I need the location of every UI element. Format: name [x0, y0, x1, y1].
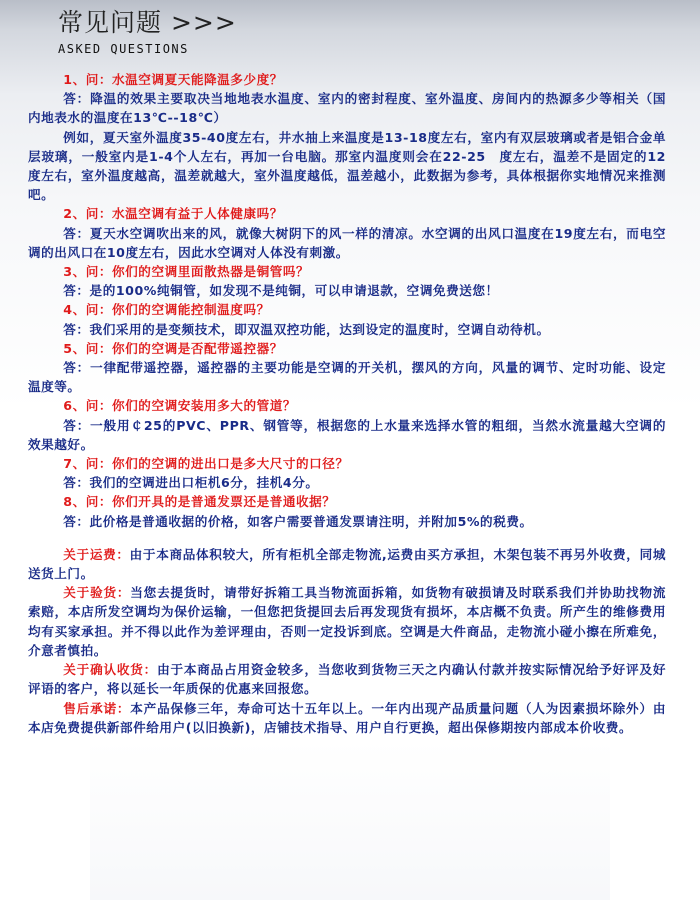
policy-label: 关于确认收货：: [63, 662, 158, 678]
policy-label: 关于验货：: [63, 585, 131, 601]
faq-item: [28, 204, 666, 262]
faq-answer: 答：夏天水空调吹出来的风，就像大树阴下的风一样的清凉。水空调的出风口温度在19度左右，而电空调的出风口在10度左右，因此水空调对人体没有刺激。: [28, 225, 666, 260]
faq-answer: 答：一般用￠25的PVC、PPR、钢管等，根据您的上水量来选择水管的粗细，当然水流量越大空调的效果越好。: [28, 417, 666, 452]
faq-question: 1、问：水温空调夏天能降温多少度？: [63, 72, 283, 87]
policy-text: 由于本商品体积较大，所有柜机全部走物流,运费由买方承担，木架包装不再另外收费，同城送货上门。: [28, 546, 667, 582]
faq-answer: 答：是的100%纯铜管，如发现不是纯铜，可以申请退款，空调免费送您！: [63, 283, 499, 299]
policy-text: 本产品保修三年，寿命可达十五年以上。一年内出现产品质量问题（人为因素损坏除外）由本店免费提供新部件给用户(以旧换新)，店铺技术指导、用户自行更换，超出保修期按内部成本价收费。: [28, 700, 667, 735]
policy-text: 当您去提货时，请带好拆箱工具当物流面拆箱，如货物有破损请及时联系我们并协助找物流索赔，本店所发空调均为保价运输，一但您把货提回去后再发现货有损坏，本店概不负责。所产生的维修费用均有买家承担。并不得以此作为差评理由，否则一定投诉到底。空调是大件商品，走物流小碰小擦在所难免，介意者慎拍。: [28, 585, 667, 658]
faq-item: [28, 492, 666, 530]
policy-confirm-receipt: [28, 660, 666, 698]
faq-item: [28, 70, 666, 204]
faq-answer: 例如，夏天室外温度35-40度左右，井水抽上来温度是13-18度左右，室内有双层玻璃或者是铝合金单层玻璃，一般室内是1-4个人左右，再加一台电脑。那室内温度则会在22-25 度左右，温差不是固定的12度左右，室外温度越高，温差就越大，室外温度越低，温差越小，此数据为参考，具体根据你实地情况来推测吧。: [28, 129, 666, 203]
page-title: 常见问题 >>>: [58, 8, 237, 37]
faq-answer: 答：我们采用的是变频技术，即双温双控功能，达到设定的温度时，空调自动待机。: [63, 321, 550, 337]
faq-content: [28, 70, 666, 737]
faq-item: [28, 339, 666, 397]
policy-label: 关于运费：: [63, 546, 130, 562]
page-subtitle: ASKED QUESTIONS: [58, 42, 189, 56]
faq-question: 8、问：你们开具的是普通发票还是普通收据？: [63, 494, 336, 510]
faq-answer: 答：一律配带遥控器，遥控器的主要功能是空调的开关机，摆风的方向，风量的调节、定时功能、设定温度等。: [28, 360, 666, 395]
faq-answer: 答：我们的空调进出口柜机6分，挂机4分。: [63, 475, 319, 491]
faq-item: [28, 396, 666, 454]
policy-label: 售后承诺：: [63, 700, 131, 716]
faq-question: 6、问：你们的空调安装用多大的管道？: [63, 398, 297, 414]
faq-question: 5、问：你们的空调是否配带遥控器？: [63, 340, 283, 356]
faq-question: 3、问：你们的空调里面散热器是铜管吗？: [63, 264, 310, 280]
policy-shipping: [28, 545, 666, 583]
policy-text: 由于本商品占用资金较多，当您收到货物三天之内确认付款并按实际情况给予好评及好评语的客户，将以延长一年质保的优惠来回报您。: [28, 662, 666, 697]
faq-item: [28, 454, 666, 492]
section-divider: [28, 531, 666, 545]
faq-question: 7、问：你们的空调的进出口是多大尺寸的口径？: [63, 456, 349, 472]
section-header: [58, 6, 237, 56]
faq-question: 4、问：你们的空调能控制温度吗？: [63, 302, 270, 318]
faq-answer: 答：此价格是普通收据的价格，如客户需要普通发票请注明，并附加5%的税费。: [63, 513, 533, 529]
policy-after-sales: [28, 699, 666, 737]
faq-question: 2、问：水温空调有益于人体健康吗？: [63, 206, 283, 222]
faq-answer: 答：降温的效果主要取决当地地表水温度、室内的密封程度、室外温度、房间内的热源多少等相关（国内地表水的温度在13℃--18℃）: [28, 91, 666, 126]
faq-item: [28, 300, 666, 338]
footer-background: [90, 740, 610, 900]
policy-inspection: [28, 583, 666, 660]
faq-item: [28, 262, 666, 300]
